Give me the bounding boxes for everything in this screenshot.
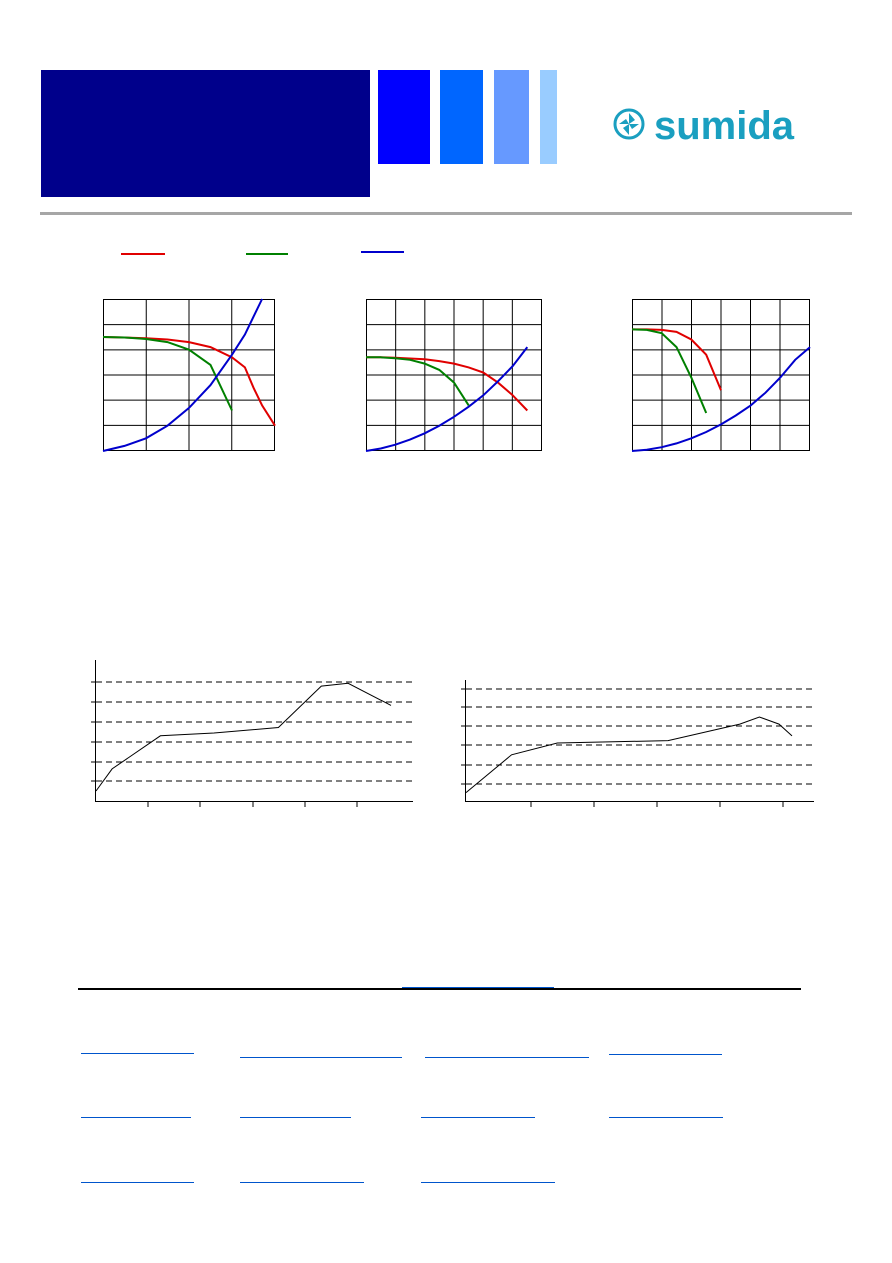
series-line-green [366, 357, 469, 405]
footer-link[interactable] [81, 1182, 194, 1183]
logo-wordmark: sumida [654, 104, 795, 148]
sumida-logo[interactable] [612, 100, 824, 148]
profile-chart-1 [88, 660, 413, 810]
profile-curve [466, 717, 792, 793]
sumida-logo-icon [615, 110, 643, 138]
header-tab-bar-1 [378, 70, 430, 164]
chart-3 [632, 299, 810, 451]
series-line-red [632, 329, 721, 390]
footer-link[interactable] [425, 1057, 589, 1058]
profile-chart-2 [458, 680, 814, 810]
footer-link[interactable] [609, 1054, 722, 1055]
chart-2 [366, 299, 542, 451]
footer-link[interactable] [240, 1182, 364, 1183]
series-line-red [366, 357, 527, 410]
footer-divider [78, 988, 801, 990]
header-tab-bar-3 [494, 70, 529, 164]
header-divider [40, 212, 852, 215]
footer-link[interactable] [81, 1053, 194, 1054]
footer-link[interactable] [240, 1117, 351, 1118]
legend-swatch-green [246, 253, 288, 255]
footer-link[interactable] [421, 1182, 555, 1183]
chart-1 [103, 299, 275, 451]
footer-link[interactable] [81, 1117, 191, 1118]
header-tab-bar-2 [440, 70, 483, 164]
legend-swatch-red [121, 253, 165, 255]
header-tab-bar-4 [540, 70, 557, 164]
footer-link[interactable] [421, 1117, 535, 1118]
header-banner [41, 70, 370, 197]
profile-curve [96, 683, 391, 791]
legend-swatch-blue [361, 251, 404, 253]
footer-link[interactable] [609, 1117, 723, 1118]
footer-link[interactable] [240, 1057, 402, 1058]
